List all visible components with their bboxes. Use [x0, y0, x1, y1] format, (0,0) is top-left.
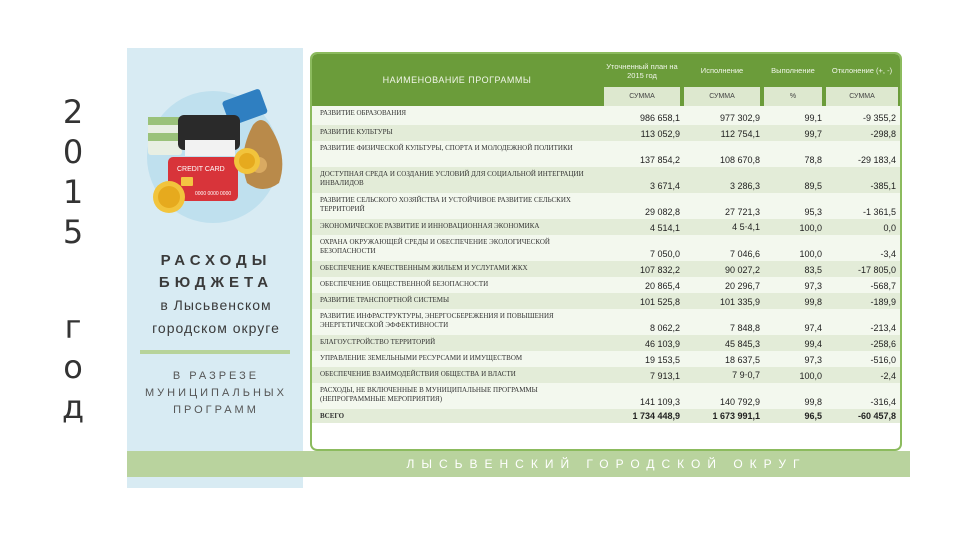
completion-value: 97,4	[804, 323, 822, 333]
deviation-value: -189,9	[870, 297, 896, 307]
panel-subtitle	[135, 368, 297, 419]
program-name: РАЗВИТИЕ ИНФРАСТРУКТУРЫ, ЭНЕРГОСБЕРЕЖЕНИЯ И ПОВЫШЕНИЯ ЭНЕРГЕТИЧЕСКОЙ ЭФФЕКТИВНОСТИ	[320, 312, 554, 329]
footer-text: ЛЫСЬВЕНСКИЙ ГОРОДСКОЙ ОКРУГ	[406, 457, 807, 471]
execution-value: 101 335,9	[719, 297, 760, 307]
plan-value: 113 052,9	[640, 129, 680, 139]
execution-value: 108 670,8	[719, 155, 760, 165]
plan-value: 7 913,1	[649, 371, 680, 381]
plan-value: 1 734 448,9	[632, 411, 680, 421]
program-name: ДОСТУПНАЯ СРЕДА И СОЗДАНИЕ УСЛОВИЙ ДЛЯ СОЦИАЛЬНОЙ ИНТЕГРАЦИИ ИНВАЛИДОВ	[320, 170, 584, 187]
year-vertical-label	[58, 93, 88, 431]
completion-value: 99,7	[804, 129, 822, 139]
completion-value: 95,3	[804, 207, 822, 217]
title-line: РАСХОДЫ	[160, 252, 272, 269]
execution-value: 1 673 991,1	[712, 411, 760, 421]
execution-value: 112 754,1	[720, 129, 760, 139]
completion-value: 97,3	[804, 355, 822, 365]
program-name: РАСХОДЫ, НЕ ВКЛЮЧЕННЫЕ В МУНИЦИПАЛЬНЫЕ ПРОГРАММЫ (НЕПРОГРАММНЫЕ МЕРОПРИЯТИЯ)	[320, 386, 538, 403]
title-line: БЮДЖЕТА	[158, 274, 274, 291]
execution-value: 45 845,3	[724, 339, 760, 349]
card-number: 0000 0000 0000	[195, 191, 232, 197]
subtitle-line: ПРОГРАММ	[173, 404, 259, 416]
program-name: УПРАВЛЕНИЕ ЗЕМЕЛЬНЫМИ РЕСУРСАМИ И ИМУЩЕСТВОМ	[320, 354, 523, 362]
plan-value: 20 865,4	[644, 281, 680, 291]
subheader-execution: СУММА	[684, 87, 760, 106]
program-name: РАЗВИТИЕ ОБРАЗОВАНИЯ	[320, 109, 407, 117]
title-line: городском округе	[152, 320, 280, 336]
program-name: РАЗВИТИЕ СЕЛЬСКОГО ХОЗЯЙСТВА И УСТОЙЧИВОЕ РАЗВИТИЕ СЕЛЬСКИХ ТЕРРИТОРИЙ	[320, 196, 571, 213]
budget-table	[310, 52, 902, 451]
table-row	[312, 309, 900, 336]
year-char: 2	[62, 93, 84, 131]
table-row	[312, 193, 900, 220]
deviation-value: -9 355,2	[862, 113, 896, 123]
plan-value: 107 832,2	[639, 265, 680, 275]
execution-value: 140 792,9	[719, 397, 760, 407]
table-row	[312, 351, 900, 368]
subtitle-line: МУНИЦИПАЛЬНЫХ	[145, 387, 287, 399]
deviation-value: -568,7	[870, 281, 896, 291]
execution-value: 7 046,6	[729, 249, 760, 259]
program-name: РАЗВИТИЕ ФИЗИЧЕСКОЙ КУЛЬТУРЫ, СПОРТА И МОЛОДЕЖНОЙ ПОЛИТИКИ	[320, 144, 573, 152]
plan-value: 101 525,8	[639, 297, 680, 307]
completion-value: 99,8	[804, 297, 822, 307]
plan-value: 3 671,4	[649, 181, 680, 191]
execution-value: 3 286,3	[729, 181, 760, 191]
card-label: CREDIT CARD	[177, 166, 225, 173]
completion-value: 83,5	[804, 265, 822, 275]
execution-value: 7 848,8	[729, 323, 760, 333]
table-row	[312, 235, 900, 262]
header-execution: Исполнение	[700, 66, 744, 75]
deviation-value: -258,6	[870, 339, 896, 349]
execution-value: 4 5‧4,1	[732, 222, 760, 232]
table-row	[312, 261, 900, 278]
execution-value: 977 302,9	[719, 113, 760, 123]
subtitle-line: В РАЗРЕЗЕ	[172, 370, 260, 382]
deviation-value: -2,4	[880, 371, 896, 381]
deviation-value: -29 183,4	[857, 155, 896, 165]
deviation-value: -60 457,8	[857, 411, 896, 421]
deviation-value: -516,0	[870, 355, 896, 365]
panel-divider	[140, 350, 290, 354]
execution-value: 18 637,5	[724, 355, 760, 365]
table-row	[312, 167, 900, 194]
plan-value: 19 153,5	[644, 355, 680, 365]
plan-value: 7 050,0	[649, 249, 680, 259]
completion-value: 78,8	[804, 155, 822, 165]
header-deviation: Отклонение (+, -)	[831, 66, 893, 75]
completion-value: 100,0	[799, 249, 822, 259]
plan-value: 8 062,2	[649, 323, 680, 333]
deviation-value: -17 805,0	[857, 265, 896, 275]
program-name: ОБЕСПЕЧЕНИЕ ВЗАИМОДЕЙСТВИЯ ОБЩЕСТВА И ВЛАСТИ	[320, 370, 516, 378]
table-row	[312, 277, 900, 294]
year-char: 0	[62, 133, 84, 171]
plan-value: 141 109,3	[639, 397, 680, 407]
panel-title	[135, 250, 297, 340]
plan-value: 29 082,8	[644, 207, 680, 217]
program-name: ОБЕСПЕЧЕНИЕ ОБЩЕСТВЕННОЙ БЕЗОПАСНОСТИ	[320, 280, 489, 288]
table-row	[312, 219, 900, 236]
year-char: 5	[62, 213, 84, 251]
completion-value: 100,0	[799, 223, 822, 233]
header-program-name: НАИМЕНОВАНИЕ ПРОГРАММЫ	[382, 75, 532, 85]
table-header	[312, 54, 900, 106]
completion-value: 89,5	[804, 181, 822, 191]
execution-value: 7 9‧0,7	[732, 370, 760, 380]
plan-value: 986 658,1	[639, 113, 680, 123]
execution-value: 90 027,2	[724, 265, 760, 275]
completion-value: 99,4	[804, 339, 822, 349]
plan-value: 137 854,2	[639, 155, 680, 165]
header-plan: Уточненный план на 2015 год	[606, 61, 678, 80]
completion-value: 96,5	[804, 411, 822, 421]
completion-value: 100,0	[799, 371, 822, 381]
deviation-value: -213,4	[870, 323, 896, 333]
program-name: РАЗВИТИЕ КУЛЬТУРЫ	[320, 128, 393, 136]
table-row	[312, 367, 900, 384]
completion-value: 99,8	[804, 397, 822, 407]
table-row	[312, 141, 900, 168]
completion-value: 97,3	[804, 281, 822, 291]
budget-illustration-icon	[143, 85, 293, 225]
subheader-completion: %	[764, 87, 822, 106]
year-char: о	[63, 348, 83, 386]
subheader-deviation: СУММА	[826, 87, 898, 106]
year-char: г	[64, 308, 82, 346]
table-row	[312, 125, 900, 142]
table-row	[312, 293, 900, 310]
title-line: в Лысьвенском	[160, 297, 272, 313]
plan-value: 4 514,1	[649, 223, 680, 233]
year-char: д	[61, 388, 85, 426]
deviation-value: -298,8	[870, 129, 896, 139]
program-name: РАЗВИТИЕ ТРАНСПОРТНОЙ СИСТЕМЫ	[320, 296, 450, 304]
deviation-value: -316,4	[870, 397, 896, 407]
program-name: ВСЕГО	[320, 412, 345, 420]
execution-value: 20 296,7	[724, 281, 760, 291]
program-name: БЛАГОУСТРОЙСТВО ТЕРРИТОРИЙ	[320, 338, 436, 346]
table-row	[312, 383, 900, 410]
deviation-value: -1 361,5	[862, 207, 896, 217]
plan-value: 46 103,9	[644, 339, 680, 349]
completion-value: 99,1	[804, 113, 822, 123]
program-name: ОХРАНА ОКРУЖАЮЩЕЙ СРЕДЫ И ОБЕСПЕЧЕНИЕ ЭКОЛОГИЧЕСКОЙ БЕЗОПАСНОСТИ	[320, 238, 550, 255]
deviation-value: -385,1	[870, 181, 896, 191]
subheader-plan: СУММА	[604, 87, 680, 106]
header-completion: Выполнение	[771, 66, 815, 75]
program-name: ЭКОНОМИЧЕСКОЕ РАЗВИТИЕ И ИННОВАЦИОННАЯ ЭКОНОМИКА	[320, 222, 540, 230]
execution-value: 27 721,3	[724, 207, 760, 217]
table-total-row	[312, 409, 900, 424]
deviation-value: 0,0	[883, 223, 896, 233]
deviation-value: -3,4	[880, 249, 896, 259]
table-row	[312, 106, 900, 126]
year-char: 1	[62, 173, 84, 211]
table-row	[312, 335, 900, 352]
program-name: ОБЕСПЕЧЕНИЕ КАЧЕСТВЕННЫМ ЖИЛЬЕМ И УСЛУГАМИ ЖКХ	[320, 264, 528, 272]
